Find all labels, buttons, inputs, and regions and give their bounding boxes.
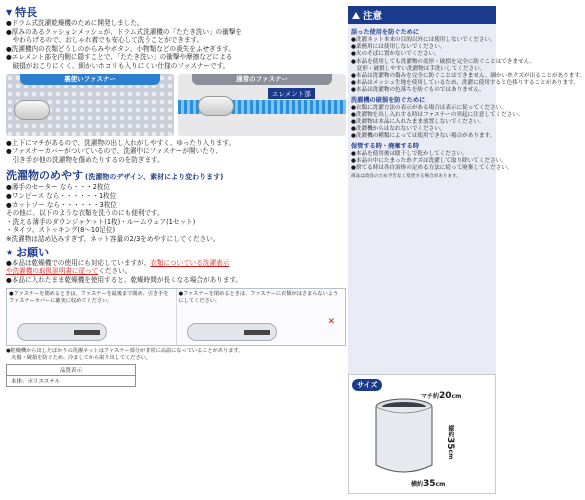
dryer-note-1: ●乾燥機から出したばかりの洗濯ネットはファスナー部分が非常に高温になっていることがあります。: [6, 348, 244, 355]
photo-caption-reverse: 裏使いファスナー: [20, 74, 160, 85]
caution-section-title: 保管する時・廃棄する時: [351, 142, 420, 150]
guide-line: ●カットソー なら・・・・・・3枚位: [6, 200, 117, 209]
feature-line: ●厚みのあるクッションメッシュが、ドラム式洗濯機の「たたき洗い」の衝撃を: [6, 27, 243, 36]
net-cylinder-icon: [373, 397, 435, 477]
guide-heading: 洗濯物のめやす (洗濯物のデザイン、素材により変わります): [6, 169, 224, 183]
quality-label-header: 品質表示: [7, 365, 135, 376]
gusset-dimension: マチ約20cm: [421, 391, 462, 401]
guide-line: その他に、以下のような衣類を洗うのにも便利です。: [6, 209, 164, 218]
caution-section-title: 洗濯機の破損を防ぐために: [351, 96, 426, 104]
features-lines-2: [6, 139, 346, 165]
request-line-1: ●本品は乾燥機での使用にも対応していますが、衣類についている洗濯表示: [6, 258, 230, 267]
guide-line: ※洗濯物は詰め込みすぎず、ネット容量の2/3をめやすにしてください。: [6, 234, 220, 243]
zipper-icon: [244, 330, 270, 335]
caution-line: ●業務用には使用しないでください。: [351, 44, 446, 51]
caution-line: ●洗濯物を出し入れする時はファスナーの突起に注意してください。: [351, 111, 524, 118]
guide-line: ・洗える薄手のダウンジャケット(1枚)・ルームウェア(1セット): [6, 217, 196, 226]
height-dimension: 縦約35cm: [445, 425, 455, 460]
cross-icon: ✕: [327, 317, 335, 328]
feature-line: 引き手が他の洗濯物を傷めたりするのを防ぎます。: [6, 155, 164, 164]
request-line-2: や洗濯機の取扱説明書に従ってください。: [6, 267, 132, 276]
dryer-note-2: 火傷・破損を防ぐため、冷ましてから取り出してください。: [6, 354, 152, 361]
feature-line: ●ファスナーカバーがついているので、洗濯中にファスナーが開いたり、: [6, 147, 222, 156]
zipper-icon: [74, 330, 100, 335]
photo-caption-normal: 通常のファスナー: [192, 74, 332, 85]
feature-line: ●ドラム式洗濯乾燥機のために開発しました。: [6, 19, 144, 27]
caution-line: ●本品は洗濯物の色落ちを防ぐものではありません。: [351, 87, 485, 94]
size-tag: サイズ: [352, 379, 382, 391]
star-icon: ★: [6, 247, 14, 257]
caution-line: ●本品の中にたまった糸クズは洗濯して取り除いてください。: [351, 157, 507, 164]
caution-line: ●火のそばに置かないでください。: [351, 51, 440, 58]
feature-line: ●エレメント部を内側に隠すことで、「たたき洗い」の衝撃や摩擦などによる: [6, 53, 233, 62]
caution-section-title: 誤った使用を防ぐために: [351, 29, 420, 36]
feature-line: ●洗濯機内の衣類どうしのからみやボタン、小物類などの喪失をふせぎます。: [6, 44, 235, 53]
warning-icon: [352, 12, 360, 19]
guide-lines: [6, 183, 346, 243]
caution-line: ●本品は洗濯物の傷みを完全に防ぐことはできません。細かい糸クズが出ることがあります。: [351, 73, 585, 80]
net-bag-icon: [17, 323, 107, 341]
footnote: 商品は改良のため予告なく変更する場合があります。: [351, 174, 461, 180]
caution-line: ●本品を使用後は陰干しで乾かしてください。: [351, 150, 468, 157]
feature-line: 破損がおこりにくく、細かいホコリも入りにくい仕様のファスナーです。: [6, 61, 230, 70]
photo-normal-zipper: [178, 74, 346, 136]
caution-line: ●洗濯機の種類によっては使用できない場合があります。: [351, 133, 496, 140]
zipper-pull-icon: [14, 100, 50, 120]
guide-line: ●薄手のセーター なら・・・2枚位: [6, 183, 111, 192]
caution-line: ●洗濯物は本品に入れたまま放置しないでください。: [351, 119, 485, 126]
feature-line: やわらげるので、おしゃれ着でも安心して洗うことができます。: [6, 36, 204, 45]
width-dimension: 横約35cm: [411, 479, 446, 489]
quality-label: [6, 364, 136, 387]
features-lines: [6, 19, 346, 71]
caution-line: 変形・破損しやすい洗濯物は手洗いしてください。: [351, 65, 486, 72]
left-column: [6, 6, 346, 387]
guide-line: ・タイツ、ストッキング(8〜10足位): [6, 226, 116, 235]
usage-diagram: [6, 288, 346, 346]
caution-line: ●衣類に洗濯方法の表示がある場合は表示に従ってください。: [351, 104, 507, 111]
caution-line: ●洗濯機からはなれないでください。: [351, 126, 446, 133]
guide-line: ●ワンピース なら・・・・・・1枚位: [6, 191, 117, 200]
right-column: [348, 6, 585, 494]
photo-reverse-zipper: [6, 74, 174, 136]
caution-line: ●本品はメッシュ生地を使用しているため、洗濯に使用すると色移りすることがあります。: [351, 80, 579, 87]
size-panel: [348, 374, 496, 494]
net-bag-icon: [187, 323, 277, 341]
request-heading: ★ お願い: [6, 245, 50, 259]
zipper-pull-icon: [198, 96, 234, 116]
caution-line: ●本品を使用しても洗濯物の変形・破損を完全に防ぐことはできません。: [351, 58, 536, 65]
caution-line: ●捨てる時は各自治体の定める方法に従って廃棄してください。: [351, 165, 513, 172]
diagram-cell-caught: ●ファスナーを閉めるときは、ファスナーに衣類がはさまらないようにしてください。 ✕: [177, 289, 346, 345]
features-heading: ▼ 特長: [6, 6, 38, 19]
zipper-comparison: [6, 74, 346, 136]
request-line-3: ●本品に入れたまま乾燥機を使用すると、乾燥時間が長くなる場合があります。: [6, 275, 243, 284]
quality-label-body: 本体：ポリエステル: [11, 379, 61, 386]
caution-line: ●洗濯ネット本来の目的以外には使用しないでください。: [351, 37, 496, 43]
feature-line: ●上下にマチがあるので、洗濯物の出し入れがしやすく、ゆったり入ります。: [6, 138, 236, 147]
element-label: エレメント部: [268, 88, 315, 99]
caution-heading: 注意: [348, 6, 496, 24]
diagram-cell-close: ●ファスナーを閉めるときは、ファスナーを最後まで閉め、引き手をファスナーカバーに確実に収めてください。: [7, 289, 177, 345]
triangle-icon: ▼: [6, 8, 13, 17]
